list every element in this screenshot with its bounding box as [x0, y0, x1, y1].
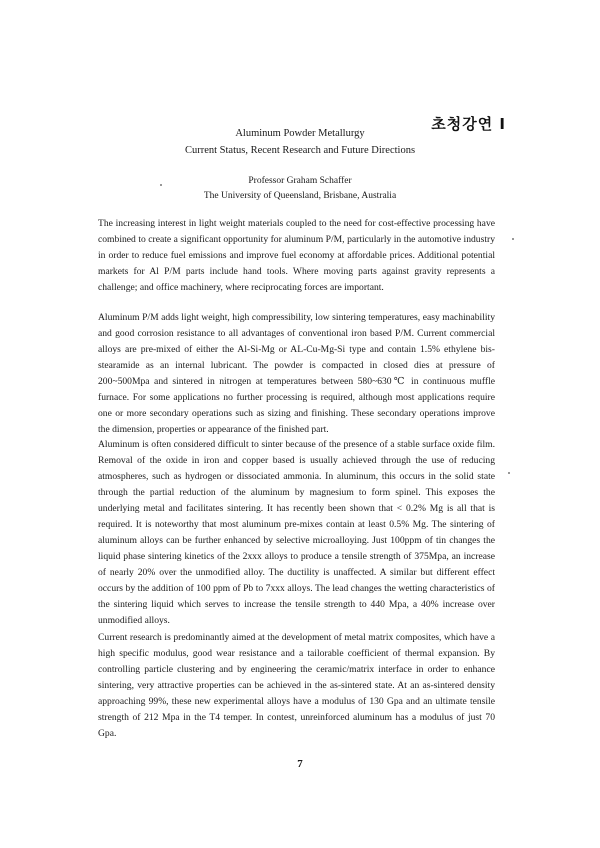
scan-speck	[512, 238, 514, 240]
invited-lecture-label: 초청강연 I	[431, 115, 506, 133]
scan-speck	[508, 472, 510, 474]
paper-title: Aluminum Powder Metallurgy	[235, 128, 365, 139]
paragraph-aluminum-pm: Aluminum P/M adds light weight, high compressibility, low sintering temperatures, easy machinability and good corrosion resistance to all advantages of conventional iron based P/M. Current commercial alloys are pre-mixed of either the Al-Si-Mg or AL-Cu-Mg-Si type and contain 1.5% ethylene bis-stearamide as an internal lubricant. The powder is compacted in closed dies at pressure of 200~500Mpa and sintered in nitrogen at temperatures between 580~630℃ in continuous muffle furnace. For some applications no further processing is required, although most applications require one or more secondary operations such as sizing and finishing. These secondary operations improve the dimension, properties or appearance of the finished part.	[98, 312, 495, 435]
paper-subtitle: Current Status, Recent Research and Future Directions	[184, 145, 416, 156]
page-number: 7	[297, 758, 303, 770]
paragraph-sintering: Aluminum is often considered difficult to sinter because of the presence of a stable surface oxide film. Removal of the oxide in iron and copper based is usually achieved through the use of reducing atmospheres, such as hydrogen or dissociated ammonia. In aluminum, this occurs in the solid state through the partial reduction of the aluminum by magnesium to form spinel. This exposes the underlying metal and facilitates sintering. It has recently been shown that < 0.2% Mg is all that is required. It is noteworthy that most aluminum pre-mixes contain at least 0.5% Mg. The sintering of aluminum alloys can be further enhanced by selective microalloying. Just 100ppm of tin changes the liquid phase sintering kinetics of the 2xxx alloys to produce a tensile strength of 375Mpa, an increase of nearly 20% over the unmodified alloy. The ductility is unaffected. A similar but different effect occurs by the addition of 100 ppm of Pb to 7xxx alloys. The lead changes the wetting characteristics of the sintering liquid which serves to increase the tensile strength to 440 Mpa, a 40% increase over unmodified alloys.	[98, 439, 495, 626]
author-affiliation: The University of Queensland, Brisbane, Australia	[203, 191, 397, 201]
paragraph-introduction: The increasing interest in light weight materials coupled to the need for cost-effective processing have combined to create a significant opportunity for aluminum P/M, particularly in the automotive industry in order to reduce fuel emissions and improve fuel economy at affordable prices. Additional potential markets for Al P/M parts include hand tools. Where moving parts against gravity represents a challenge; and office machinery, where reciprocating forces are important.	[98, 218, 495, 293]
author-name: Professor Graham Schaffer	[248, 176, 352, 186]
paragraph-current-research: Current research is predominantly aimed at the development of metal matrix composites, which have a high specific modulus, good wear resistance and a tailorable coefficient of thermal expansion. By controlling particle clustering and by engineering the ceramic/matrix interface in order to enhance sintering, very attractive properties can be achieved in the as-sintered state. At an as-sintered density approaching 99%, these new experimental alloys have a modulus of 130 Gpa and an ultimate tensile strength of 212 Mpa in the T4 temper. In contest, unreinforced aluminum has a modulus of just 70 Gpa.	[98, 632, 495, 739]
scan-speck	[160, 184, 162, 186]
